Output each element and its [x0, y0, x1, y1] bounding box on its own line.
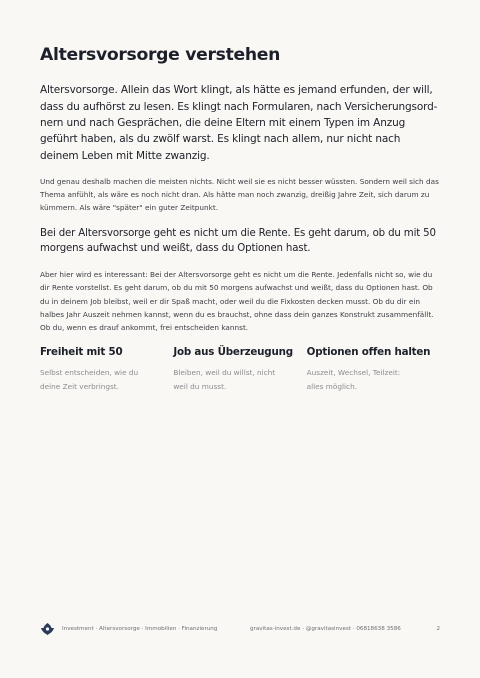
benefit-heading: Optionen offen halten — [306, 346, 431, 359]
highlight-paragraph: Bei der Altersvorsorge geht es nicht um die Rente. Es geht darum, ob du mit 50 morgens aufwachst und weißt, dass du Optionen hast. — [40, 227, 436, 255]
page-title: Altersvorsorge verstehen — [40, 45, 281, 65]
body-paragraph-2: Aber hier wird es interessant: Bei der Altersvorsorge geht es nicht um die Rente. Jedenfalls nicht so, wie du dir Rente vorstellst. Es geht darum, ob du mit 50 morgens aufwachst und weißt, dass du Optionen hast. Ob du in deinem Job bleibst, weil er dir Spaß macht, oder weil du die Fixkosten decken musst. Ob du dir ein halbes Jahr Auszeit nehmen kannst, wenn du es brauchst, ohne dass dein ganzes Konstrukt zusammenfällt. Ob du, wenn es drauf ankommt, frei entscheiden kannst. — [40, 269, 434, 333]
benefit-text: Bleiben, weil du willst, nicht weil du musst. — [173, 368, 276, 391]
footer-contact: gravitas-invest.de · @gravitasinvest · 06818638 3586 — [250, 626, 401, 632]
footer-services: Investment · Altersvorsorge · Immobilien · Finanzierung — [62, 626, 218, 632]
benefit-column — [307, 346, 440, 393]
lead-paragraph: Altersvorsorge. Allein das Wort klingt, als hätte es jemand erfunden, der will, dass du aufhörst zu lesen. Es klingt nach Formularen, nach Versicherungsord-nern und nach Gesprächen, die deine Eltern mit einem Typen im Anzug geführt haben, als du zwölf warst. Es klingt nach allem, nur nicht nach deinem Leben mit Mitte zwanzig. — [40, 84, 438, 162]
benefit-columns — [40, 346, 440, 393]
benefit-text: Auszeit, Wechsel, Teilzeit: alles möglich. — [306, 368, 401, 391]
page-content — [40, 44, 440, 393]
benefit-heading: Job aus Überzeugung — [173, 346, 293, 359]
benefit-column — [173, 346, 306, 393]
page-number: 2 — [436, 626, 440, 632]
benefit-column — [40, 346, 173, 393]
benefit-text: Selbst entscheiden, wie du deine Zeit verbringst. — [40, 368, 139, 391]
page-footer — [40, 623, 440, 637]
gravitas-logo-icon — [40, 622, 55, 636]
benefit-heading: Freiheit mit 50 — [40, 346, 123, 359]
body-paragraph-1: Und genau deshalb machen die meisten nichts. Nicht weil sie es nicht besser wüssten. Sondern weil sich das Thema anfühlt, als wäre es noch nicht dran. Als hätte man noch zwanzig, dreißig Jahre Zeit, sich darum zu kümmern. Als wäre "später" ein guter Zeitpunkt. — [40, 176, 439, 213]
